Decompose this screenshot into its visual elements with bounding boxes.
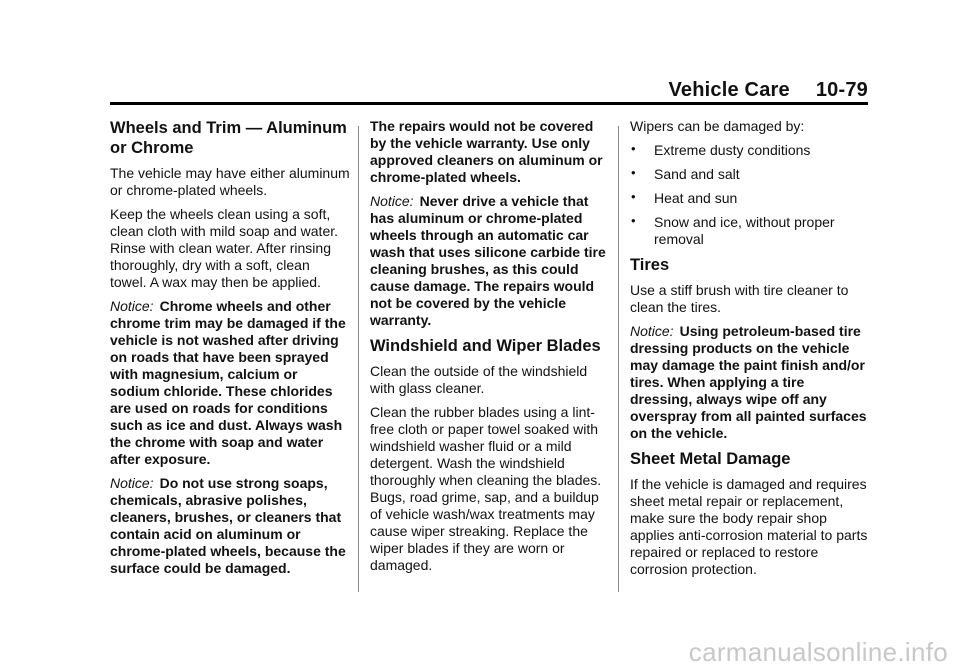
notice-paragraph [110, 475, 350, 577]
list-item [630, 214, 870, 248]
bullet-icon: • [631, 189, 636, 204]
notice-label: Notice: [110, 298, 154, 314]
header-rule [110, 102, 868, 105]
notice-label: Notice: [370, 193, 414, 209]
sheet-metal-heading: Sheet Metal Damage [630, 450, 791, 468]
notice-continuation: The repairs would not be covered by the vehicle warranty. Use only approved cleaners on aluminum or chrome-plated wheels. [370, 118, 603, 185]
paragraph: Keep the wheels clean using a soft, clean cloth with mild soap and water. Rinse with clean water. After rinsing thoroughly, dry with a soft, clean towel. A wax may then be applied. [110, 206, 339, 290]
paragraph: Clean the rubber blades using a lint-free cloth or paper towel soaked with windshield washer fluid or a mild detergent. Wash the windshield thoroughly when cleaning the blades. Bugs, road grime, sap, and a buildup of vehicle wash/wax treatments may cause wiper streaking. Replace the wiper blades if they are worn or damaged. [370, 404, 602, 573]
bullet-icon: • [631, 141, 636, 156]
paragraph: If the vehicle is damaged and requires sheet metal repair or replacement, make sure the body repair shop applies anti-corrosion material to parts repaired or replaced to restore corrosion protection. [630, 476, 868, 577]
column-divider-1 [358, 126, 359, 592]
column-1 [110, 118, 350, 584]
watermark: carmanualsonline.info [688, 637, 948, 667]
notice-text: Using petroleum-based tire dressing products on the vehicle may damage the paint finish and/or tires. When applying a tire dressing, always wipe off any overspray from all painted surfaces on the vehicle. [630, 323, 867, 441]
paragraph: The vehicle may have either aluminum or chrome-plated wheels. [110, 165, 350, 198]
list-item [630, 166, 870, 183]
running-header [668, 79, 868, 102]
page-number: 10-79 [815, 79, 868, 101]
tires-heading: Tires [630, 256, 670, 274]
bullet-icon: • [631, 165, 636, 180]
list-item-text: Heat and sun [654, 190, 738, 206]
windshield-wiper-heading: Windshield and Wiper Blades [370, 337, 601, 355]
list-item-text: Sand and salt [654, 166, 740, 182]
bullet-icon: • [631, 213, 636, 228]
notice-text: Chrome wheels and other chrome trim may be damaged if the vehicle is not washed after driving on roads that have been sprayed with magnesium, calcium or sodium chloride. These chlorides are used on roads for conditions such as ice and dust. Always wash the chrome with soap and water after exposure. [110, 298, 346, 467]
wiper-damage-list [630, 142, 870, 248]
notice-text: Do not use strong soaps, chemicals, abrasive polishes, cleaners, brushes, or cleaners that contain acid on aluminum or chrome-plated wheels, because the surface could be damaged. [110, 475, 346, 576]
wipers-intro: Wipers can be damaged by: [630, 118, 805, 134]
notice-label: Notice: [110, 475, 154, 491]
list-item [630, 142, 870, 159]
paragraph: Clean the outside of the windshield with glass cleaner. [370, 363, 588, 396]
column-2 [370, 118, 606, 581]
notice-paragraph [110, 298, 350, 468]
notice-paragraph [630, 323, 870, 442]
paragraph: Use a stiff brush with tire cleaner to clean the tires. [630, 282, 849, 315]
wheels-trim-heading: Wheels and Trim — Aluminum or Chrome [110, 119, 347, 157]
list-item-text: Snow and ice, without proper removal [654, 214, 835, 247]
notice-text: Never drive a vehicle that has aluminum or chrome-plated wheels through an automatic car wash that uses silicone carbide tire cleaning brushes, as this could cause damage. The repairs would not be covered by the vehicle warranty. [370, 193, 606, 328]
notice-label: Notice: [630, 323, 674, 339]
list-item-text: Extreme dusty conditions [654, 142, 811, 158]
section-title: Vehicle Care [668, 79, 790, 101]
column-divider-2 [618, 126, 619, 592]
column-3 [630, 118, 870, 585]
notice-paragraph [370, 193, 606, 329]
list-item [630, 190, 870, 207]
